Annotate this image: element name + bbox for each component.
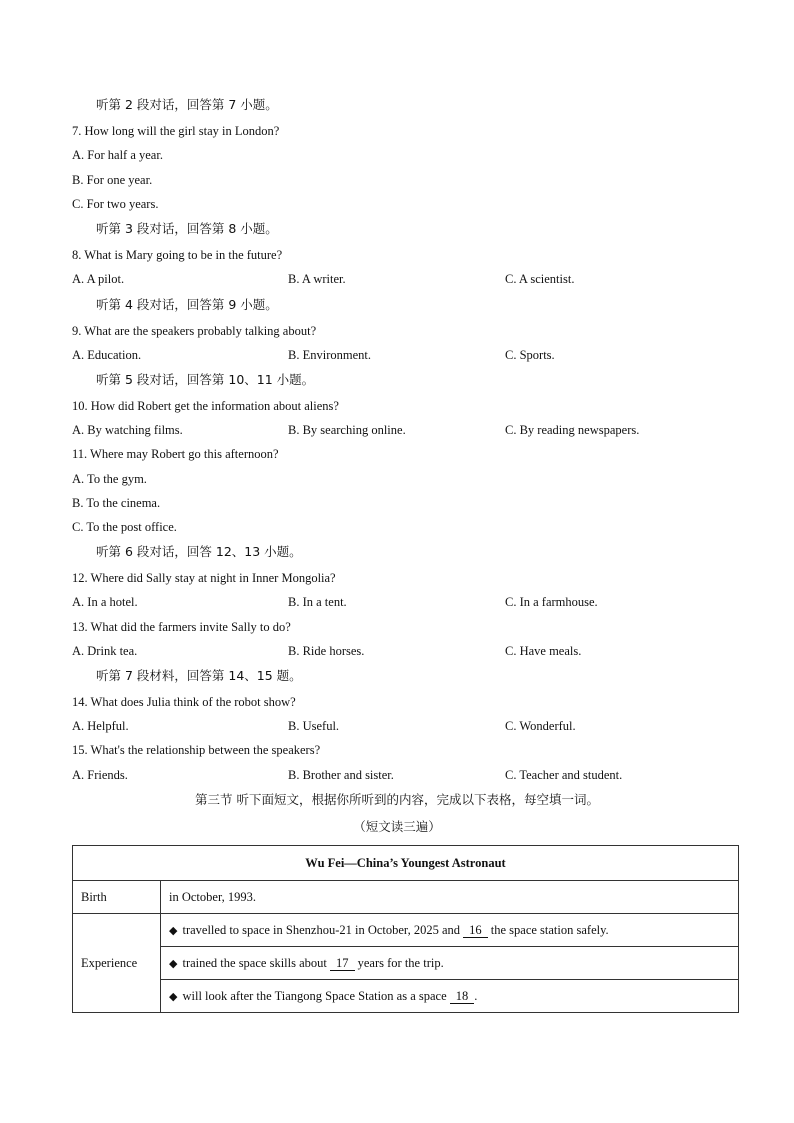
option-13c: C. Have meals. (505, 644, 582, 658)
diamond-bullet-icon: ◆ (169, 923, 178, 937)
section-instruction: 听第 2 段对话，回答第 7 小题。 (96, 97, 278, 112)
row-text: will look after the Tiangong Space Station as a space (182, 988, 447, 1003)
row-text: the space station safely. (490, 922, 609, 937)
option-12c: C. In a farmhouse. (505, 595, 598, 609)
part-three-instruction: 第三节 听下面短文，根据你所听到的内容，完成以下表格，每空填一词。 (195, 792, 599, 807)
option-7b: B. For one year. (72, 173, 153, 187)
section-instruction: 听第 6 段对话，回答 12、13 小题。 (96, 544, 302, 559)
row-text: travelled to space in Shenzhou-21 in October, 2025 and (182, 922, 461, 937)
question-10: 10. How did Robert get the information about aliens? (72, 399, 339, 413)
option-13b: B. Ride horses. (288, 644, 365, 658)
option-8b: B. A writer. (288, 272, 346, 286)
answer-blank-16[interactable]: 16 (463, 923, 488, 938)
part-three-note: （短文读三遍） (353, 819, 441, 834)
question-9: 9. What are the speakers probably talking about? (72, 324, 317, 338)
option-7a: A. For half a year. (72, 148, 163, 162)
diamond-bullet-icon: ◆ (169, 956, 178, 970)
astronaut-info-table (72, 845, 739, 1013)
section-instruction: 听第 7 段材料，回答第 14、15 题。 (96, 668, 302, 683)
experience-row (161, 980, 739, 1013)
answer-blank-18[interactable]: 18 (450, 989, 475, 1004)
option-14c: C. Wonderful. (505, 719, 576, 733)
option-11c: C. To the post office. (72, 520, 177, 534)
birth-value: in October, 1993. (161, 881, 739, 914)
answer-blank-17[interactable]: 17 (330, 956, 355, 971)
option-15c: C. Teacher and student. (505, 768, 623, 782)
section-instruction: 听第 4 段对话，回答第 9 小题。 (96, 297, 278, 312)
option-10c: C. By reading newspapers. (505, 423, 640, 437)
question-11: 11. Where may Robert go this afternoon? (72, 447, 279, 461)
option-11b: B. To the cinema. (72, 496, 161, 510)
option-15b: B. Brother and sister. (288, 768, 394, 782)
section-instruction: 听第 5 段对话，回答第 10、11 小题。 (96, 372, 315, 387)
row-text: years for the trip. (357, 955, 444, 970)
experience-row (161, 914, 739, 947)
question-15: 15. What's the relationship between the speakers? (72, 743, 321, 757)
option-8a: A. A pilot. (72, 272, 125, 286)
row-text: . (474, 988, 478, 1003)
experience-label: Experience (73, 914, 161, 1013)
option-8c: C. A scientist. (505, 272, 575, 286)
question-7: 7. How long will the girl stay in London? (72, 124, 280, 138)
option-13a: A. Drink tea. (72, 644, 138, 658)
question-13: 13. What did the farmers invite Sally to do? (72, 620, 291, 634)
option-7c: C. For two years. (72, 197, 159, 211)
option-9b: B. Environment. (288, 348, 371, 362)
option-14b: B. Useful. (288, 719, 340, 733)
section-instruction: 听第 3 段对话，回答第 8 小题。 (96, 221, 278, 236)
option-11a: A. To the gym. (72, 472, 147, 486)
option-10b: B. By searching online. (288, 423, 406, 437)
option-12b: B. In a tent. (288, 595, 347, 609)
question-12: 12. Where did Sally stay at night in Inner Mongolia? (72, 571, 336, 585)
table-title: Wu Fei—China’s Youngest Astronaut (73, 846, 739, 881)
option-15a: A. Friends. (72, 768, 128, 782)
option-14a: A. Helpful. (72, 719, 129, 733)
option-9c: C. Sports. (505, 348, 555, 362)
option-12a: A. In a hotel. (72, 595, 138, 609)
diamond-bullet-icon: ◆ (169, 989, 178, 1003)
option-10a: A. By watching films. (72, 423, 183, 437)
question-14: 14. What does Julia think of the robot show? (72, 695, 296, 709)
experience-row (161, 947, 739, 980)
row-text: trained the space skills about (182, 955, 327, 970)
birth-label: Birth (73, 881, 161, 914)
question-8: 8. What is Mary going to be in the future? (72, 248, 283, 262)
option-9a: A. Education. (72, 348, 142, 362)
